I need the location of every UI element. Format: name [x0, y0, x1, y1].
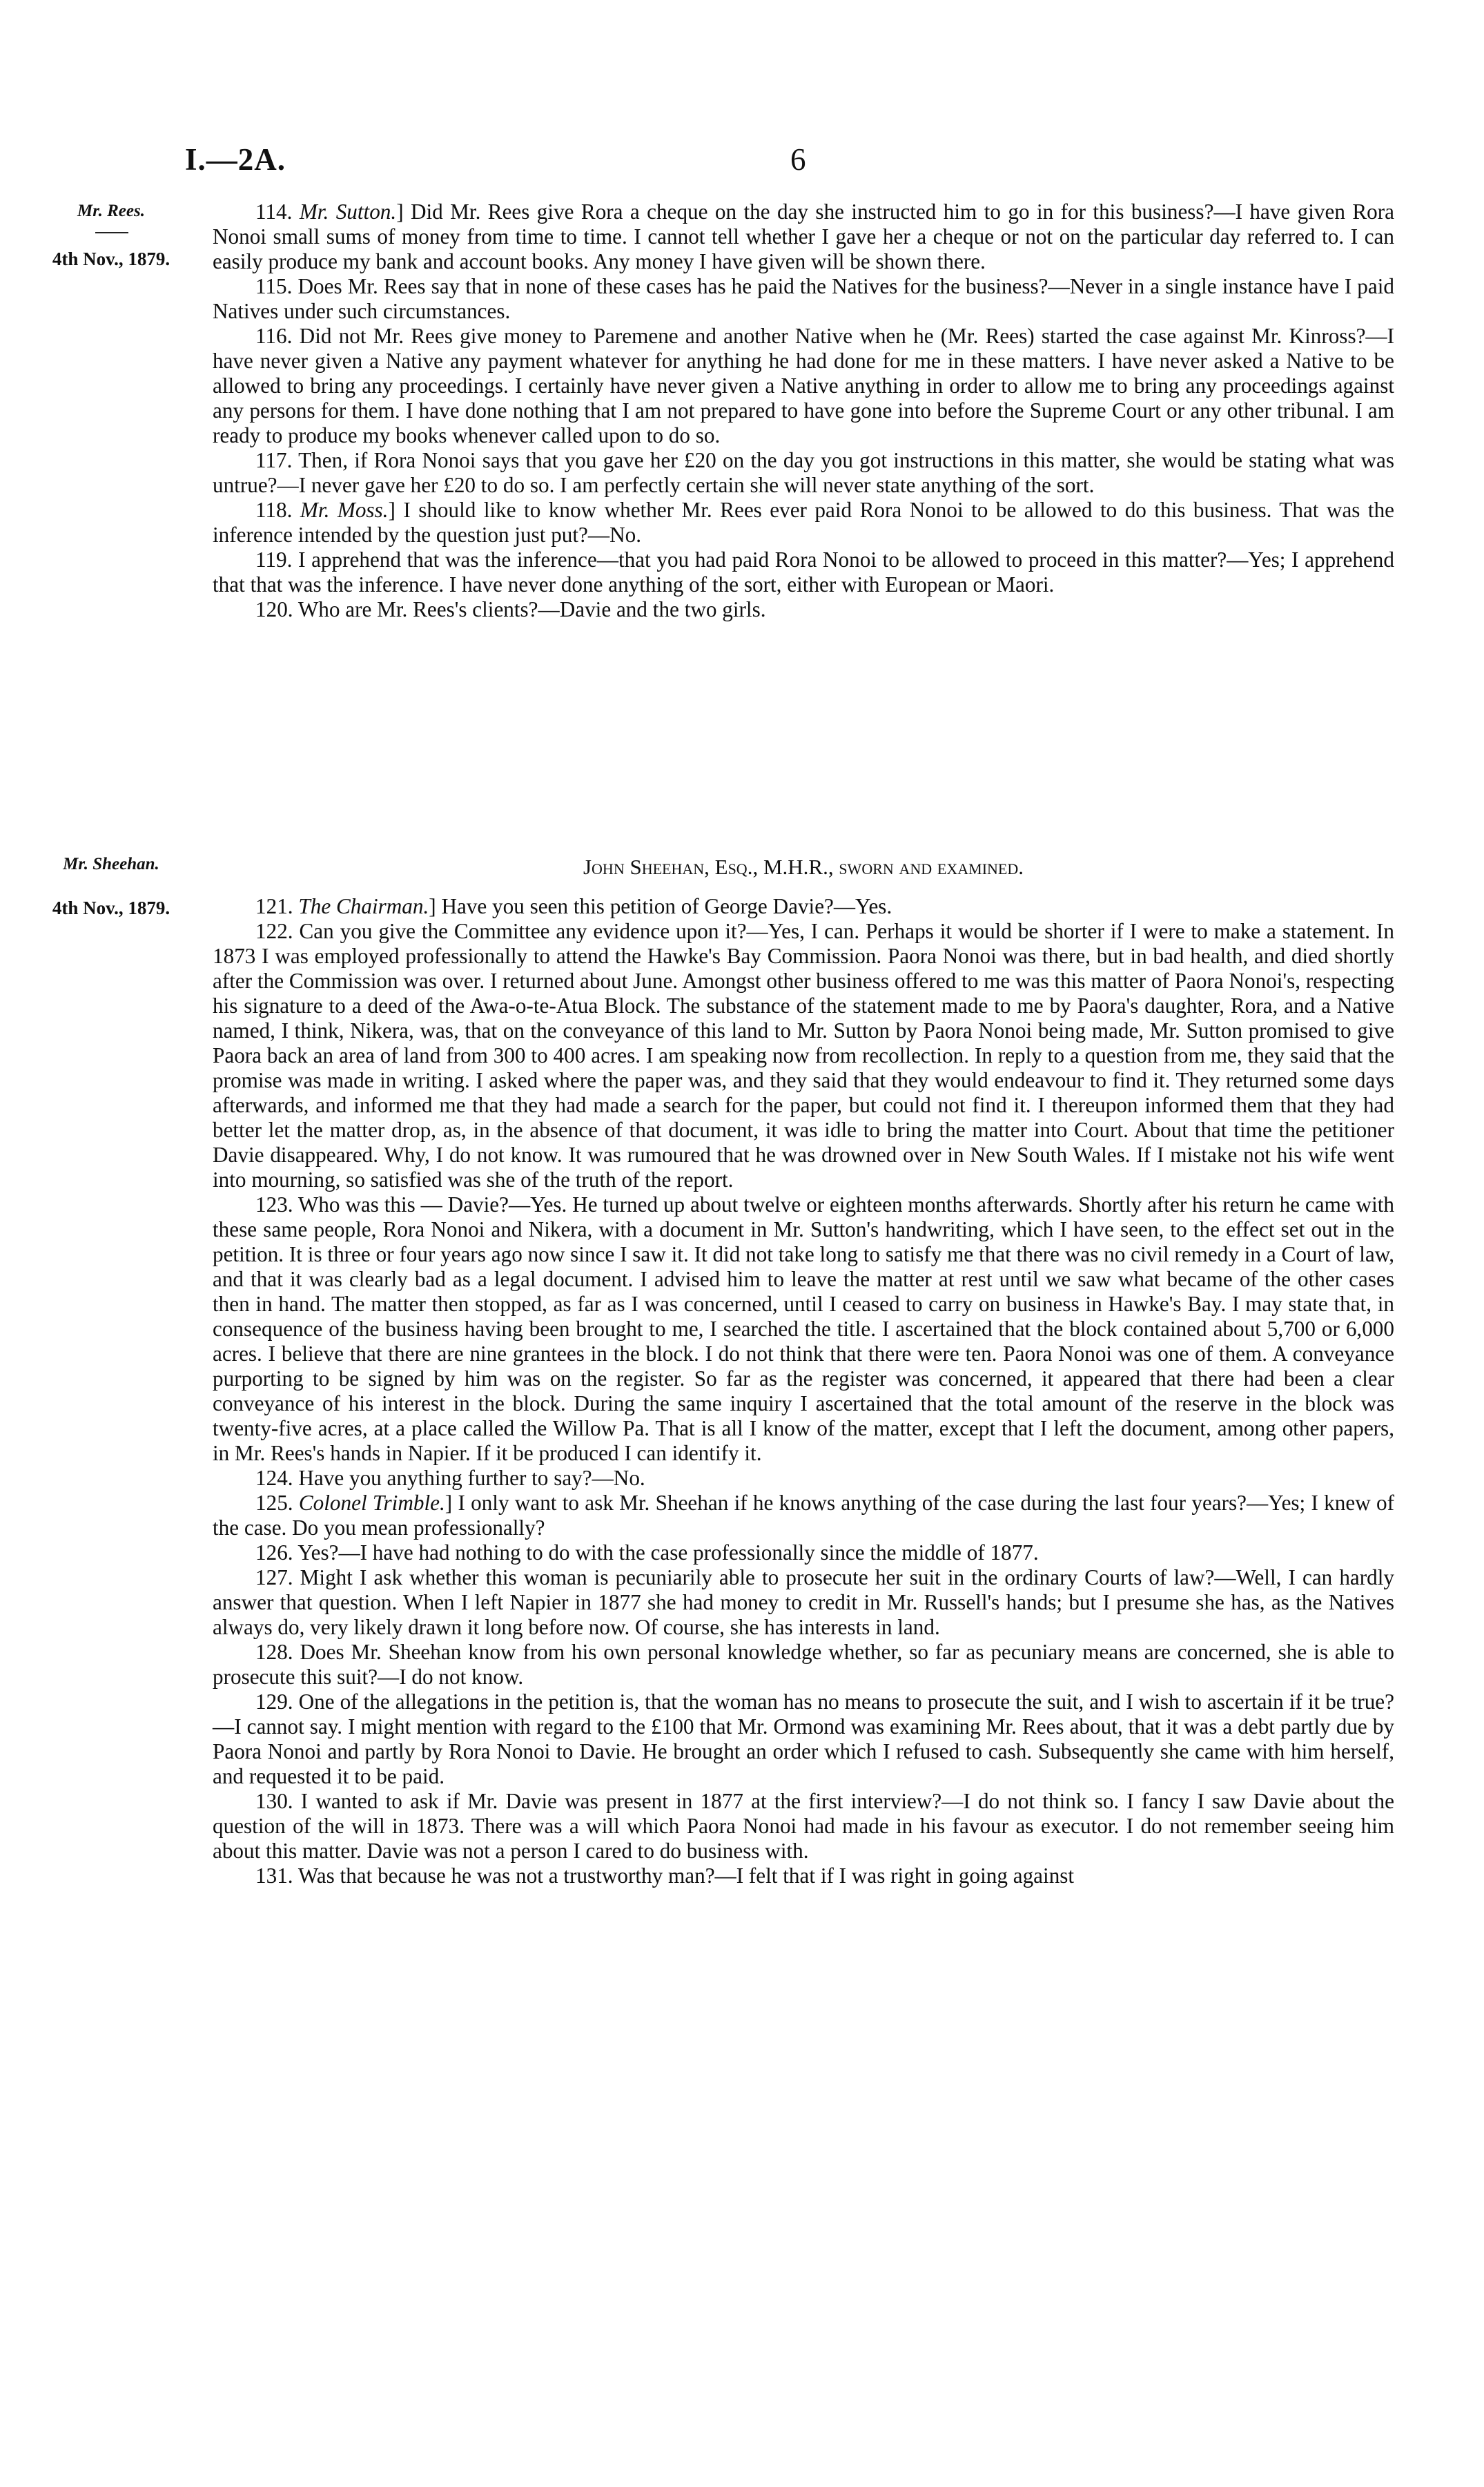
paragraph-number: 115.	[255, 274, 298, 298]
document-reference: I.—2A.	[185, 142, 286, 177]
paragraph-number: 117.	[255, 448, 299, 472]
evidence-paragraph	[213, 1491, 1394, 1540]
paragraph-text: ] I only want to ask Mr. Sheehan if he knows anything of the case during the last four years?—Yes; I knew of the case. Do you mean professionally?	[213, 1491, 1395, 1540]
margin-date: 4th Nov., 1879.	[52, 249, 170, 269]
paragraph-number: 122.	[255, 919, 300, 943]
examination-section-rees	[213, 200, 1394, 622]
paragraph-number: 114.	[255, 200, 300, 224]
speaker-name: Mr. Sutton.	[299, 200, 397, 224]
paragraph-text: ] I should like to know whether Mr. Rees ever paid Rora Nonoi to be allowed to do this business. That was the inference intended by the question just put?—No.	[213, 498, 1395, 547]
paragraph-text: Have you anything further to say?—No.	[298, 1466, 645, 1490]
evidence-paragraph	[213, 548, 1394, 597]
paragraph-text: Can you give the Committee any evidence upon it?—Yes, I can. Perhaps it would be shorter if I were to make a statement. In 1873 I was employed professionally to attend the Hawke's Bay Commission. Paora Nonoi was there, but in bad health, and died shortly after the Commission was over. I returned about June. Amongst other business offered to me was this matter of Paora Nonoi's, respecting his signature to a deed of the Awa-o-te-Atua Block. The substance of the statement made to me by Paora's daughter, Rora, and a Native named, I think, Nikera, was, that on the conveyance of this land to Mr. Sutton by Paora Nonoi being made, Mr. Sutton promised to give Paora back an area of land from 300 to 400 acres. I am speaking now from recollection. In reply to a question from me, they said that the promise was made in writing. I asked where the paper was, and they said that they would endeavour to find it. They returned some days afterwards, and informed me that they had made a search for the paper, but could not find it. I thereupon informed them that they had better let the matter drop, as, in the absence of that document, it was idle to bring the matter into Court. About that time the petitioner Davie disappeared. Why, I do not know. It was rumoured that he was drowned over in New South Wales. If I mistake not his wife went into mourning, so satisfied was she of the truth of the report.	[213, 919, 1394, 1192]
paragraph-number: 120.	[255, 597, 298, 621]
margin-witness-name: Mr. Sheehan.	[63, 855, 159, 873]
paragraph-number: 116.	[255, 324, 300, 348]
evidence-paragraph	[213, 894, 1394, 919]
witness-heading: John Sheehan, Esq., M.H.R., sworn and examined.	[583, 855, 1024, 879]
paragraph-number: 124.	[255, 1466, 299, 1490]
paragraph-text: ] Did Mr. Rees give Rora a cheque on the day she instructed him to go in for this business?—I have given Rora Nonoi small sums of money from time to time. I cannot tell whether I gave her a cheque or not on the particular day referred to. I can easily produce my bank and account books. Any money I have given will be shown there.	[213, 200, 1394, 273]
paragraph-text: Does Mr. Sheehan know from his own personal knowledge whether, so far as pecuniary means are concerned, she is able to prosecute this suit?—I do not know.	[213, 1640, 1395, 1689]
paragraph-text: Might I ask whether this woman is pecuniarily able to prosecute her suit in the ordinary Courts of law?—Well, I can hardly answer that question. When I left Napier in 1877 she had money to credit in Mr. Russell's hands; but I presume she has, as the Natives always do, very likely drawn it long before now. Of course, she has interests in land.	[213, 1565, 1395, 1639]
evidence-paragraph	[213, 1540, 1394, 1565]
paragraph-number: 131.	[255, 1864, 298, 1888]
paragraph-number: 118.	[255, 498, 300, 522]
margin-date: 4th Nov., 1879.	[52, 898, 170, 918]
margin-witness-name: Mr. Rees.	[77, 202, 145, 220]
evidence-paragraph	[213, 919, 1394, 1192]
paragraph-text: Was that because he was not a trustworthy man?—I felt that if I was right in going against	[297, 1864, 1075, 1888]
examination-section-sheehan	[213, 894, 1394, 1888]
evidence-paragraph	[213, 1789, 1394, 1864]
paragraph-number: 125.	[255, 1491, 299, 1515]
paragraph-number: 126.	[255, 1540, 298, 1565]
paragraph-text: ] Have you seen this petition of George Davie?—Yes.	[429, 894, 892, 918]
paragraph-number: 128.	[255, 1640, 300, 1664]
paragraph-text: Yes?—I have had nothing to do with the case professionally since the middle of 1877.	[297, 1540, 1039, 1565]
paragraph-number: 121.	[255, 894, 299, 918]
evidence-paragraph	[213, 200, 1394, 274]
paragraph-text: Then, if Rora Nonoi says that you gave her £20 on the day you got instructions in this matter, she would be stating what was untrue?—I never gave her £20 to do so. I am perfectly certain she will never state anything of the sort.	[213, 448, 1394, 497]
paragraph-text: Did not Mr. Rees give money to Paremene and another Native when he (Mr. Rees) started the case against Mr. Kinross?—I have never given a Native any payment whatever for anything he had done for me in these matters. I have never asked a Native to be allowed to bring any proceedings. I certainly have never given a Native anything in order to allow me to bring any proceedings against any persons for them. I have done nothing that I am not prepared to have gone into before the Supreme Court or any other tribunal. I am ready to produce my books whenever called upon to do so.	[213, 324, 1394, 447]
paragraph-text: Who are Mr. Rees's clients?—Davie and the two girls.	[297, 597, 766, 621]
evidence-paragraph	[213, 1690, 1394, 1789]
paragraph-number: 129.	[255, 1690, 299, 1714]
paragraph-text: Does Mr. Rees say that in none of these cases has he paid the Natives for the business?—Never in a single instance have I paid Natives under such circumstances.	[213, 274, 1395, 323]
evidence-paragraph	[213, 597, 1394, 622]
page-number: 6	[790, 142, 806, 177]
evidence-paragraph	[213, 1565, 1394, 1640]
paragraph-number: 127.	[255, 1565, 300, 1589]
evidence-paragraph	[213, 1192, 1394, 1466]
evidence-paragraph	[213, 274, 1394, 324]
evidence-paragraph	[213, 498, 1394, 548]
paragraph-number: 130.	[255, 1789, 301, 1813]
margin-divider	[95, 232, 128, 233]
speaker-name: The Chairman.	[298, 894, 429, 918]
paragraph-number: 119.	[255, 548, 299, 572]
evidence-paragraph	[213, 1864, 1394, 1888]
evidence-paragraph	[213, 1466, 1394, 1491]
speaker-name: Colonel Trimble.	[298, 1491, 445, 1515]
paragraph-number: 123.	[255, 1192, 298, 1217]
paragraph-text: One of the allegations in the petition is, that the woman has no means to prosecute the suit, and I wish to ascertain if it be true?—I cannot say. I might mention with regard to the £100 that Mr. Ormond was examining Mr. Rees about, that it was a debt partly due by Paora Nonoi and partly by Rora Nonoi to Davie. He brought an order which I refused to cash. Subsequently she came with him herself, and requested it to be paid.	[213, 1690, 1394, 1788]
speaker-name: Mr. Moss.	[300, 498, 389, 522]
paragraph-text: I apprehend that was the inference—that you had paid Rora Nonoi to be allowed to proceed in this matter?—Yes; I apprehend that that was the inference. I have never done anything of the sort, either with European or Maori.	[213, 548, 1394, 597]
paragraph-text: I wanted to ask if Mr. Davie was present in 1877 at the first interview?—I do not think so. I fancy I saw Davie about the question of the will in 1873. There was a will which Paora Nonoi had made in his favour as executor. I do not remember seeing him about this matter. Davie was not a person I cared to do business with.	[213, 1789, 1394, 1863]
paragraph-text: Who was this — Davie?—Yes. He turned up about twelve or eighteen months afterwards. Shortly after his return he came with these same people, Rora Nonoi and Nikera, with a document in Mr. Sutton's handwriting, which I have seen, to the effect set out in the petition. It is three or four years ago now since I saw it. It did not take long to satisfy me that there was no civil remedy in a Court of law, and that it was clearly bad as a legal document. I advised him to leave the matter at rest until we saw what became of the other cases then in hand. The matter then stopped, as far as I was concerned, until I ceased to carry on business in Hawke's Bay. I may state that, in consequence of the business having been brought to me, I searched the title. I ascertained that the block contained about 5,700 or 6,000 acres. I believe that there are nine grantees in the block. I do not think that there were ten. Paora Nonoi was one of them. A conveyance purporting to be signed by him was on the register. So far as the register was concerned, it appeared that there had been a clear conveyance of his interest in the block. During the same inquiry I ascertained that the total amount of the reserve in the block was twenty-five acres, at a place called the Willow Pa. That is all I know of the matter, except that I left the document, among other papers, in Mr. Rees's hands in Napier. If it be produced I can identify it.	[213, 1192, 1395, 1465]
evidence-paragraph	[213, 324, 1394, 448]
evidence-paragraph	[213, 448, 1394, 498]
evidence-paragraph	[213, 1640, 1394, 1690]
